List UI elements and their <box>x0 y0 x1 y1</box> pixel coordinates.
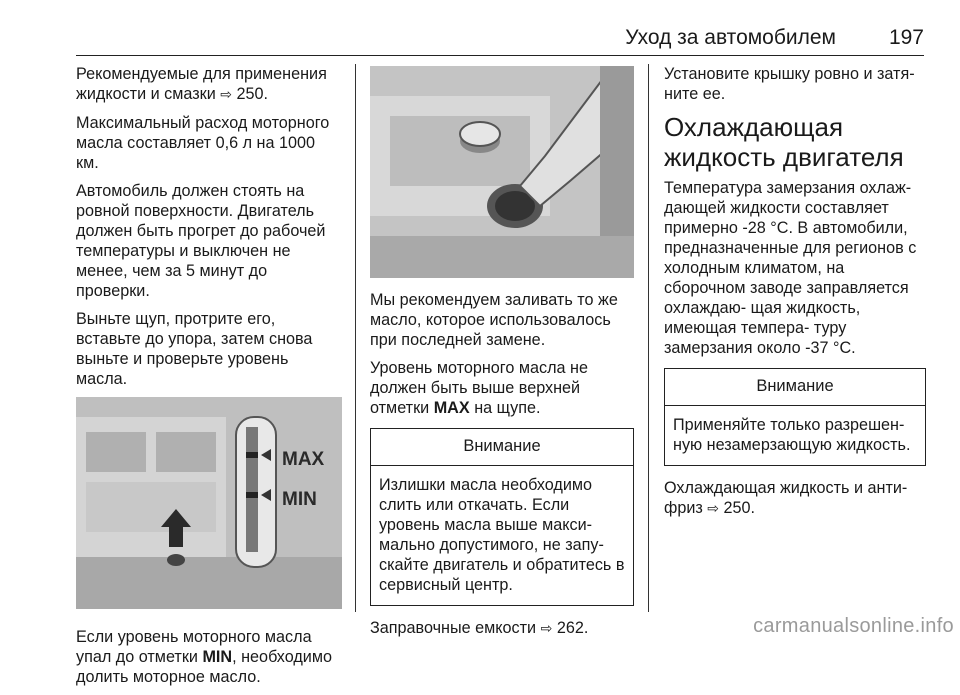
paragraph-oil-consumption: Максимальный расход моторного масла составляет 0,6 л на 1000 км. <box>76 114 330 172</box>
paragraph-fluids: Рекомендуемые для применения жидкости и смазки ⇨ 250. <box>76 65 327 103</box>
notice-text: Применяйте только разрешен- ную незамерзающую жидкость. <box>673 416 911 454</box>
page-reference-link[interactable]: 262. <box>556 619 589 637</box>
watermark: carmanualsonline.info <box>753 615 954 637</box>
notice-title: Внимание <box>665 369 925 406</box>
page-title: Уход за автомобилем <box>625 26 836 49</box>
reference-arrow-icon: ⇨ <box>707 501 720 517</box>
column-2 <box>370 64 634 647</box>
page-header <box>76 22 924 56</box>
notice-box-oil <box>370 428 634 606</box>
column-1 <box>76 64 342 695</box>
notice-title: Внимание <box>371 429 633 466</box>
paragraph-capacities: Заправочные емкости ⇨ 262. <box>370 619 589 637</box>
reference-arrow-icon: ⇨ <box>220 87 232 103</box>
notice-box-coolant <box>664 368 926 466</box>
oil-filling-illustration <box>370 66 634 278</box>
notice-text: Излишки масла необходимо слить или откачать. Если уровень масла выше макси- мально допустимого, не запу- скайте двигатель и обратитесь в сервисный центр. <box>379 476 625 594</box>
paragraph-antifreeze: Охлаждающая жидкость и анти- фриз ⇨ 250. <box>664 479 908 517</box>
paragraph-recommend-oil: Мы рекомендуем заливать то же масло, которое использовалось при последней замене. <box>370 291 618 349</box>
page-reference-link[interactable]: 250. <box>723 499 756 517</box>
reference-arrow-icon: ⇨ <box>540 621 553 637</box>
paragraph-coolant-freeze: Температура замерзания охлаж- дающей жидкости составляет примерно -28 °C. В автомобили, предназначенные для регионов с холодным климатом, на сборочном заводе заправляется охлаждаю- щая жидкость, имеющая темпера- туру замерзания около -37 °C. <box>664 179 917 357</box>
paragraph-vehicle-position: Автомобиль должен стоять на ровной поверхности. Двигатель должен быть прогрет до рабочей температуры и выключен не менее, чем за 5 минут до проверки. <box>76 182 326 300</box>
column-divider-1 <box>355 64 356 612</box>
section-title-coolant: Охлаждающая жидкость двигателя <box>664 112 904 172</box>
header-rule <box>76 55 924 56</box>
paragraph-dipstick: Выньте щуп, протрите его, вставьте до упора, затем снова выньте и проверьте уровень масла. <box>76 310 313 388</box>
min-label: MIN <box>282 489 317 510</box>
paragraph-install-cap: Установите крышку ровно и затя- ните ее. <box>664 65 915 103</box>
dipstick-figure <box>76 397 342 609</box>
max-label: MAX <box>282 449 325 470</box>
column-divider-2 <box>648 64 649 612</box>
page-number: 197 <box>888 26 924 49</box>
paragraph-max-level: Уровень моторного масла не должен быть выше верхней отметки MAX на щупе. <box>370 359 588 417</box>
page-reference-link[interactable]: 250. <box>236 85 269 103</box>
oil-filling-figure <box>370 66 634 278</box>
column-3 <box>664 64 926 527</box>
paragraph-min-level: Если уровень моторного масла упал до отметки MIN, необходимо долить моторное масло. <box>76 628 332 686</box>
